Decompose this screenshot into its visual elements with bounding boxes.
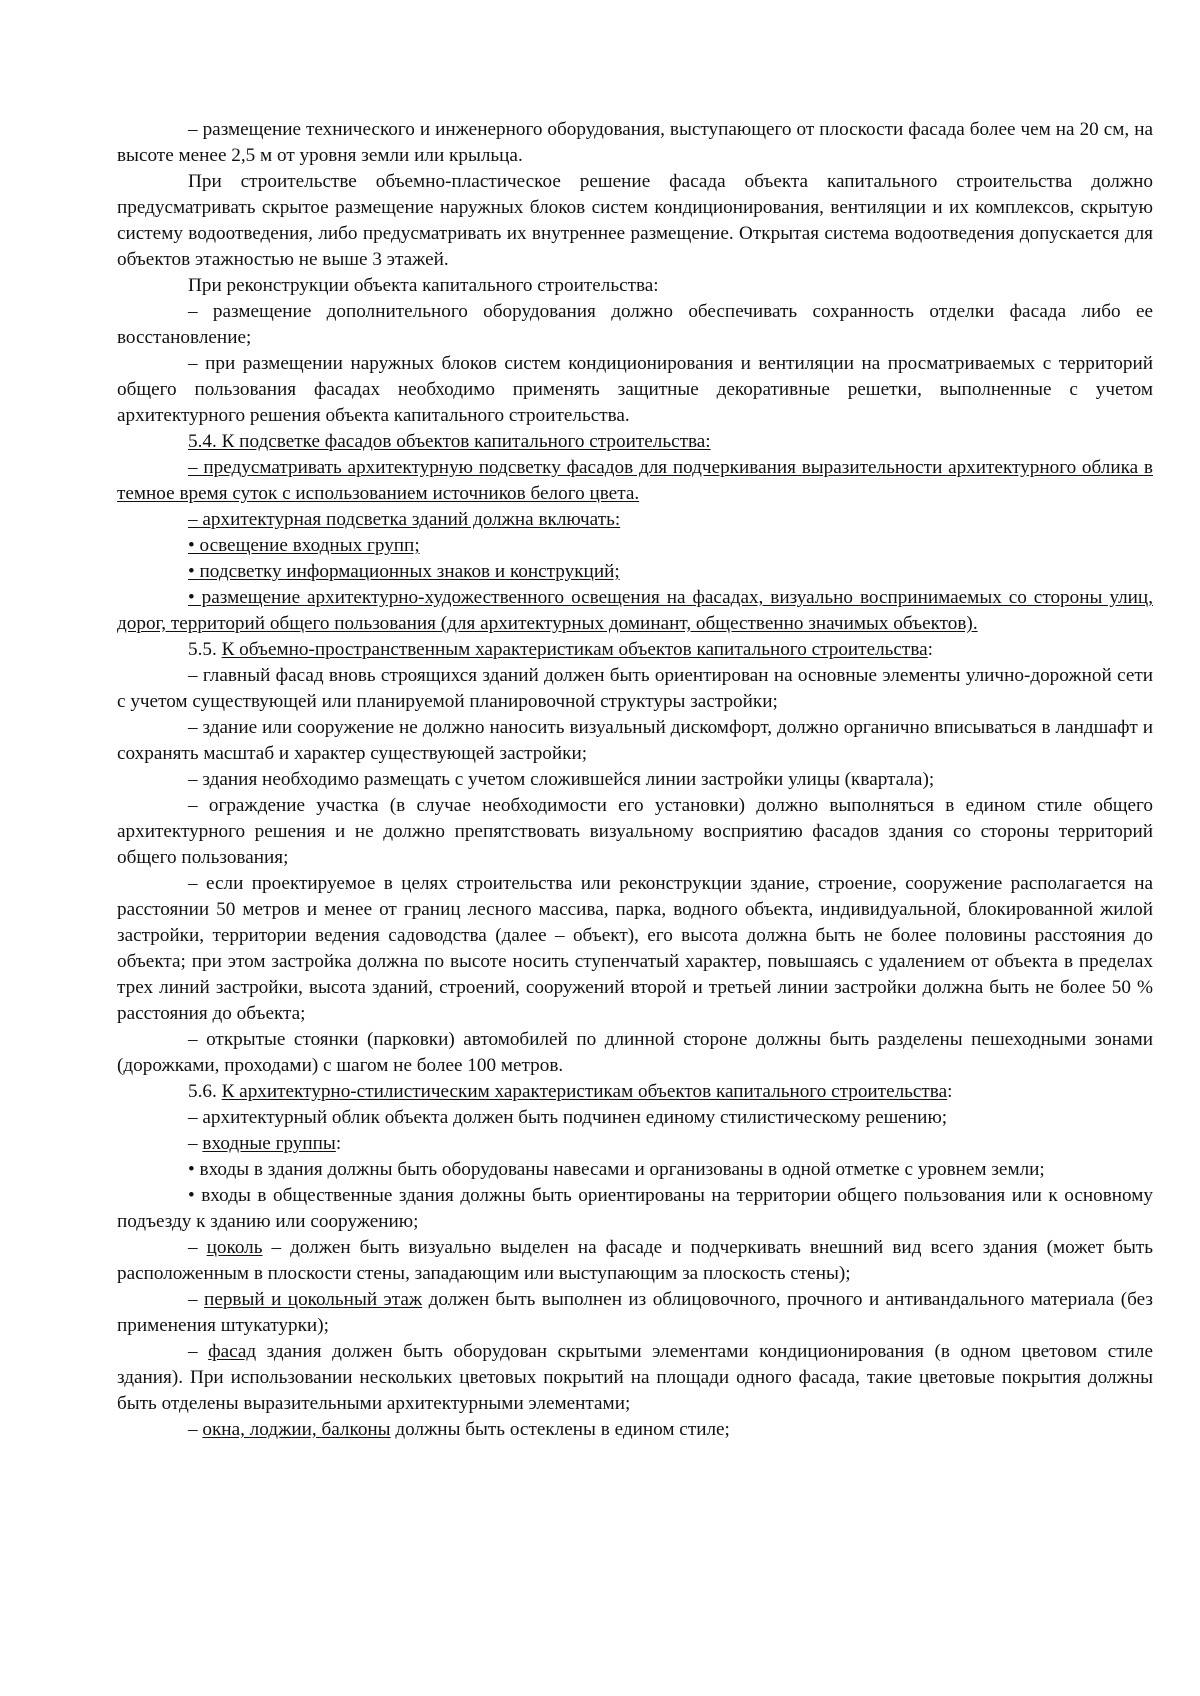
- paragraph-building-line: – здания необходимо размещать с учетом сложившейся линии застройки улицы (квартала);: [188, 769, 935, 790]
- paragraph-first-floor: [117, 1287, 1153, 1339]
- section-number: 5.6.: [188, 1081, 222, 1102]
- section-colon: :: [947, 1081, 953, 1102]
- paragraph-main-facade-orientation: – главный фасад вновь строящихся зданий должен быть ориентирован на основные элементы улично-дорожной сети с учетом существующей или планируемой планировочной структуры застройки;: [117, 665, 1153, 712]
- paragraph-fencing: – ограждение участка (в случае необходимости его установки) должно выполняться в едином стиле общего архитектурного решения и не должно препятствовать визуальному восприятию фасадов здания со стороны территорий общего пользования;: [117, 795, 1153, 868]
- paragraph-additional-equipment: – размещение дополнительного оборудования должно обеспечивать сохранность отделки фасада либо ее восстановление;: [117, 301, 1153, 348]
- term: первый и цокольный этаж: [204, 1289, 423, 1310]
- term-tail: :: [335, 1133, 342, 1154]
- paragraph-architectural-lighting: – предусматривать архитектурную подсветку фасадов для подчеркивания выразительности архитектурного облика в темное время суток с использованием источников белого цвета.: [117, 457, 1153, 504]
- section-number: 5.5.: [188, 639, 222, 660]
- paragraph-entrance-groups: [117, 1131, 1153, 1157]
- paragraph-height-limits: – если проектируемое в целях строительства или реконструкции здание, строение, сооружение располагается на расстоянии 50 метров и менее от границ лесного массива, парка, водного объекта, индивидуальной, блокированной жилой застройки, территории ведения садоводства (далее – объект), его высота должна быть не более половины расстояния до объекта; при этом застройка должна по высоте носить ступенчатый характер, повышаясь с удалением от объекта в пределах трех линий застройки, высота зданий, строений, сооружений второй и третьей линии застройки должна быть не более 50 % расстояния до объекта;: [117, 873, 1153, 1024]
- bullet-artistic-lighting: • размещение архитектурно-художественного освещения на фасадах, визуально воспринимаемых со стороны улиц, дорог, территорий общего пользования (для архитектурных доминант, общественно значимых объектов).: [117, 587, 1153, 634]
- paragraph-construction-facade: При строительстве объемно-пластическое решение фасада объекта капитального строительства должно предусматривать скрытое размещение наружных блоков систем кондиционирования, вентиляции и их комплексов, скрытую систему водоотведения, либо предусматривать их внутреннее размещение. Открытая система водоотведения допускается для объектов этажностью не выше 3 этажей.: [117, 171, 1153, 270]
- dash: –: [188, 1133, 203, 1154]
- paragraph-parking: – открытые стоянки (парковки) автомобилей по длинной стороне должны быть разделены пешеходными зонами (дорожками, проходами) с шагом не более 100 метров.: [117, 1029, 1153, 1076]
- section-colon: :: [927, 639, 933, 660]
- paragraph-plinth: [117, 1235, 1153, 1287]
- section-heading-5-6: [117, 1079, 1153, 1105]
- dash: –: [188, 1237, 207, 1258]
- term-tail: – должен быть визуально выделен на фасаде и подчеркивать внешний вид всего здания (может быть расположенным в плоскости стены, западающим или выступающим за плоскость стены);: [117, 1237, 1153, 1284]
- paragraph-reconstruction-heading: При реконструкции объекта капитального строительства:: [188, 275, 659, 296]
- term-tail: здания должен быть оборудован скрытыми элементами кондиционирования (в одном цветовом стиле здания). При использовании нескольких цветовых покрытий на площади одного фасада, такие цветовые покрытия должны быть отделены выразительными архитектурными элементами;: [117, 1341, 1154, 1414]
- term: фасад: [208, 1341, 257, 1362]
- paragraph-facade-colors: [117, 1339, 1153, 1417]
- bullet-public-entrances: • входы в общественные здания должны быть ориентированы на территории общего пользования или к основному подъезду к зданию или сооружению;: [117, 1185, 1153, 1232]
- bullet-entrance-lighting: • освещение входных групп;: [188, 535, 420, 556]
- term-tail: должен быть выполнен из облицовочного, прочного и антивандального материала (без применения штукатурки);: [117, 1289, 1153, 1336]
- section-heading-5-5: [117, 637, 1153, 663]
- document-page: [117, 117, 1153, 1443]
- term: входные группы: [202, 1133, 336, 1154]
- dash: –: [188, 1419, 203, 1440]
- term: окна, лоджии, балконы: [202, 1419, 391, 1440]
- paragraph-decorative-grilles: – при размещении наружных блоков систем кондиционирования и вентиляции на просматриваемых с территорий общего пользования фасадах необходимо применять защитные декоративные решетки, выполненные с учетом архитектурного решения объекта капитального строительства.: [117, 353, 1153, 426]
- dash: –: [188, 1289, 205, 1310]
- bullet-entrance-canopies: • входы в здания должны быть оборудованы навесами и организованы в одной отметке с уровнем земли;: [188, 1159, 1045, 1180]
- term-tail: должны быть остеклены в едином стиле;: [390, 1419, 730, 1440]
- paragraph-visual-comfort: – здание или сооружение не должно наносить визуальный дискомфорт, должно органично вписываться в ландшафт и сохранять масштаб и характер существующей застройки;: [117, 717, 1153, 764]
- paragraph-unified-style: – архитектурный облик объекта должен быть подчинен единому стилистическому решению;: [188, 1107, 948, 1128]
- section-title: К объемно-пространственным характеристикам объектов капитального строительства: [221, 639, 928, 660]
- dash: –: [188, 1341, 209, 1362]
- section-title: К архитектурно-стилистическим характеристикам объектов капитального строительства: [221, 1081, 948, 1102]
- section-heading-5-4: 5.4. К подсветке фасадов объектов капитального строительства:: [188, 431, 711, 452]
- bullet-sign-lighting: • подсветку информационных знаков и конструкций;: [188, 561, 620, 582]
- paragraph-equipment-placement: – размещение технического и инженерного оборудования, выступающего от плоскости фасада более чем на 20 см, на высоте менее 2,5 м от уровня земли или крыльца.: [117, 119, 1153, 166]
- term: цоколь: [206, 1237, 263, 1258]
- paragraph-lighting-includes: – архитектурная подсветка зданий должна включать:: [188, 509, 621, 530]
- paragraph-windows-glazing: [117, 1417, 1153, 1443]
